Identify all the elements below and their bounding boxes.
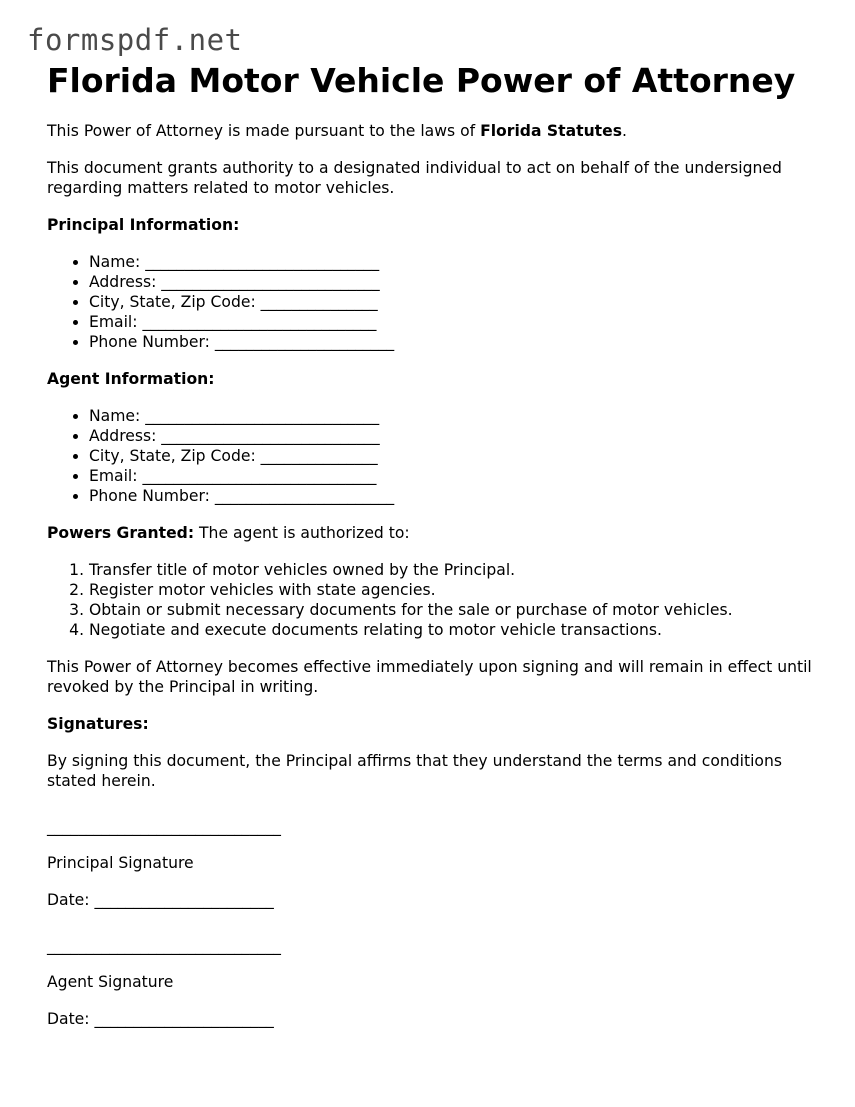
intro-paragraph (47, 121, 827, 141)
principal-signature-label: Principal Signature (47, 854, 194, 872)
principal-name-field: • Name: ______________________________ (89, 252, 827, 272)
effective-paragraph: This Power of Attorney becomes effective immediately upon signing and will remain in effect until revoked by the Principal in writing. (47, 658, 812, 696)
agent-city-state-zip-field: • City, State, Zip Code: _______________ (89, 446, 827, 466)
principal-signature-line: ______________________________ (47, 818, 281, 836)
page-title: Florida Motor Vehicle Power of Attorney (47, 61, 796, 100)
powers-lead: The agent is authorized to: (194, 524, 410, 542)
agent-name-field: • Name: ______________________________ (89, 406, 827, 426)
statute-name: Florida Statutes (480, 122, 622, 140)
agent-phone-field: • Phone Number: _______________________ (89, 486, 827, 506)
power-item: 1. Transfer title of motor vehicles owned by the Principal. (89, 560, 827, 580)
intro-suffix: . (622, 122, 627, 140)
principal-phone-field: • Phone Number: _______________________ (89, 332, 827, 352)
agent-email-field: • Email: ______________________________ (89, 466, 827, 486)
agent-fields (47, 406, 827, 506)
signatures-statement: By signing this document, the Principal affirms that they understand the terms and conditions stated herein. (47, 752, 782, 790)
power-item: 2. Register motor vehicles with state agencies. (89, 580, 827, 600)
principal-email-field: • Email: ______________________________ (89, 312, 827, 332)
agent-date-field: Date: _______________________ (47, 1010, 274, 1028)
powers-paragraph (47, 523, 827, 543)
description-paragraph: This document grants authority to a designated individual to act on behalf of the undersigned regarding matters related to motor vehicles. (47, 159, 782, 197)
agent-address-field: • Address: ____________________________ (89, 426, 827, 446)
signatures-heading: Signatures: (47, 715, 149, 733)
power-item: 3. Obtain or submit necessary documents for the sale or purchase of motor vehicles. (89, 600, 827, 620)
principal-heading: Principal Information: (47, 216, 240, 234)
powers-list (47, 560, 827, 640)
agent-signature-label: Agent Signature (47, 973, 174, 991)
agent-heading: Agent Information: (47, 370, 215, 388)
intro-prefix: This Power of Attorney is made pursuant to the laws of (47, 122, 481, 140)
principal-city-state-zip-field: • City, State, Zip Code: _______________ (89, 292, 827, 312)
principal-fields (47, 252, 827, 352)
power-item: 4. Negotiate and execute documents relating to motor vehicle transactions. (89, 620, 827, 640)
document-body (47, 60, 827, 1046)
powers-heading: Powers Granted: (47, 524, 195, 542)
agent-signature-line: ______________________________ (47, 937, 281, 955)
watermark: formspdf.net (27, 23, 243, 57)
principal-date-field: Date: _______________________ (47, 891, 274, 909)
principal-address-field: • Address: ____________________________ (89, 272, 827, 292)
